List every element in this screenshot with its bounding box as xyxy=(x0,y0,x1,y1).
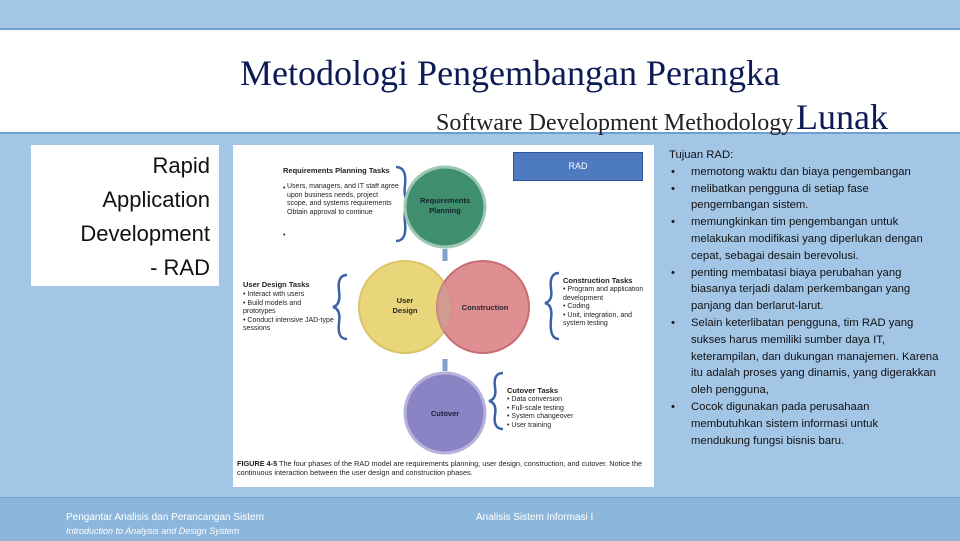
user-design-task: • Build models and prototypes xyxy=(243,299,302,316)
construction-title: Construction Tasks xyxy=(563,276,633,285)
rad-label-line: Development xyxy=(80,221,210,246)
cutover-tasks-box xyxy=(507,396,617,438)
cutover-task: • Full-scale testing xyxy=(507,404,564,412)
user-design-task: • Conduct intensive JAD-type sessions xyxy=(243,316,334,333)
requirements-task: • xyxy=(283,185,286,192)
cutover-task: • System changeover xyxy=(507,413,574,421)
rad-label-line: - RAD xyxy=(150,255,210,280)
user-design-label-2: Design xyxy=(392,306,418,315)
list-item: • melibatkan pengguna di setiap fase pengembangan sistem. xyxy=(671,182,869,212)
requirements-task: Users, managers, and IT staff agree upon business needs, project scope, and systems requirements xyxy=(287,183,399,208)
user-design-tasks-box xyxy=(243,291,335,347)
requirements-title: Requirements Planning Tasks xyxy=(283,166,390,175)
rad-model-figure xyxy=(233,145,654,487)
user-design-brace xyxy=(333,275,347,339)
construction-task: • Unit, integration, and system testing xyxy=(563,311,633,328)
cutover-task: • Data conversion xyxy=(507,396,562,403)
requirements-tasks-box xyxy=(287,183,399,245)
figure-caption-label: FIGURE 4-5 xyxy=(237,459,278,468)
figure-caption-text: The four phases of the RAD model are requirements planning, user design, construction, and cutover. Notice the continuous interaction between the user design and construction phases. xyxy=(237,459,643,477)
user-design-task: • Interact with users xyxy=(243,291,305,298)
footer-course-name: Analisis Sistem Informasi I xyxy=(476,512,594,523)
bullet-icon: • xyxy=(671,266,675,279)
rad-label-line: Rapid xyxy=(152,153,210,178)
list-item: • memotong waktu dan biaya pengembangan xyxy=(669,164,939,181)
top-band xyxy=(0,0,960,28)
requirements-task: Obtain approval to continue xyxy=(287,208,373,216)
bullet-icon: • xyxy=(671,165,675,178)
page-title: Metodologi Pengembangan Perangka xyxy=(240,53,780,93)
cutover-title: Cutover Tasks xyxy=(507,386,559,395)
footer-course-subtitle: Introduction to Analysis and Design System xyxy=(66,526,240,536)
construction-tasks-box xyxy=(563,286,651,342)
slide-footer xyxy=(0,497,960,541)
construction-task: • Coding xyxy=(563,303,590,311)
page-title-line2: Lunak xyxy=(796,97,888,137)
construction-task: • Program and application development xyxy=(563,286,644,302)
user-design-label: User xyxy=(396,296,414,305)
figure-caption xyxy=(237,459,651,487)
objectives-heading: Tujuan RAD: xyxy=(669,149,734,161)
objectives-list xyxy=(669,164,939,450)
list-item: • Cocok digunakan pada perusahaan membutuhkan sistem informasi untuk mendukung fungsi bisnis baru. xyxy=(671,400,879,447)
construction-label: Construction xyxy=(461,303,509,312)
construction-brace xyxy=(545,273,559,339)
bullet-icon: • xyxy=(671,182,675,195)
bullet-icon: • xyxy=(671,216,675,229)
user-design-title: User Design Tasks xyxy=(243,280,310,289)
rad-objectives xyxy=(669,147,939,449)
list-item: • penting membatasi biaya perubahan yang biasanya terjadi dalam perkembangan yang panjang dan berlarut-larut. xyxy=(671,266,911,313)
footer-course-title: Pengantar Analisis dan Perancangan Sistem xyxy=(66,512,264,523)
rad-label-line: Application xyxy=(102,187,210,212)
bullet-icon: • xyxy=(671,400,675,413)
rad-diagram xyxy=(233,145,654,487)
requirements-circle-label: Requirements xyxy=(419,196,471,205)
rad-label-text xyxy=(30,149,210,285)
bullet-icon: • xyxy=(671,316,675,329)
cutover-task: • User training xyxy=(507,421,552,429)
list-item: • Selain keterlibatan pengguna, tim RAD yang sukses harus memiliki sumber daya IT, keterampilan, dan dukungan manajemen. Karena itu adalah proses yang dinamis, yang digerakkan oleh pengguna, xyxy=(671,316,939,397)
requirements-bullet: • xyxy=(283,232,286,239)
rad-label-box xyxy=(31,145,219,286)
cutover-brace xyxy=(489,373,503,429)
page-subtitle: Software Development Methodology xyxy=(436,110,794,136)
rad-button[interactable]: RAD xyxy=(513,152,643,181)
cutover-label: Cutover xyxy=(430,409,460,418)
requirements-circle-label-2: Planning xyxy=(429,206,461,215)
list-item: • memungkinkan tim pengembangan untuk melakukan modifikasi yang diperlukan dengan cepat, sebagai desain berevolusi. xyxy=(671,216,923,262)
